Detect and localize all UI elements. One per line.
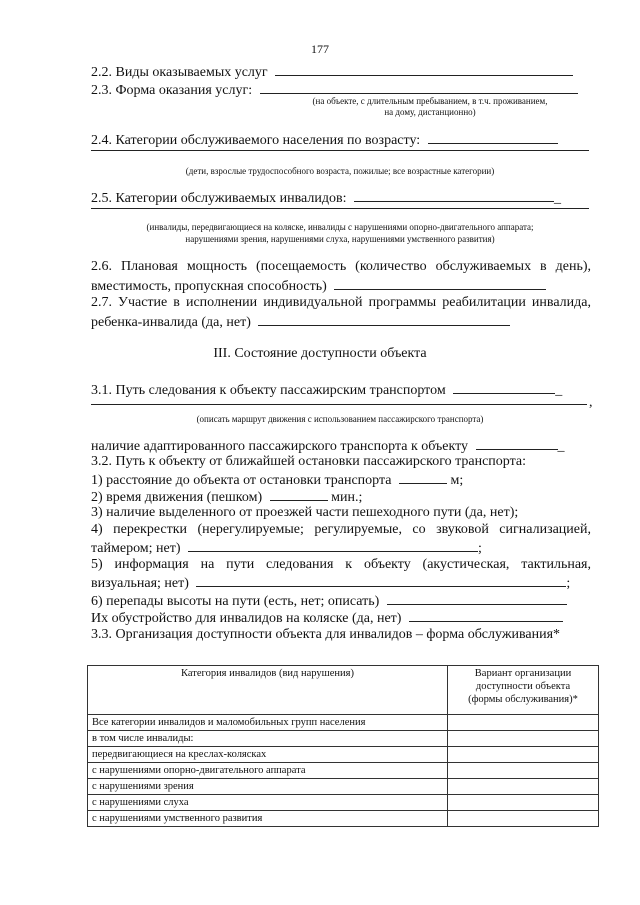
table-cell-variant[interactable] [448, 795, 599, 811]
transport-route-tail: _ [555, 383, 563, 398]
transport-route-field[interactable] [453, 380, 555, 394]
wheelchair-arrangement-line [91, 608, 563, 627]
capacity-line-1: 2.6. Плановая мощность (посещаемость (количество обслуживаемых в день), [91, 259, 591, 274]
disabled-categories-label: 2.5. Категории обслуживаемых инвалидов: [91, 191, 347, 206]
table-cell-category: Все категории инвалидов и маломобильных групп населения [88, 715, 448, 731]
table-header-row [88, 666, 599, 715]
transport-route-line [91, 380, 562, 399]
distance-unit: м; [450, 473, 464, 488]
disabled-categories-field[interactable] [354, 188, 554, 202]
table-cell-variant[interactable] [448, 715, 599, 731]
services-types-field[interactable] [275, 62, 573, 76]
table-cell-variant[interactable] [448, 731, 599, 747]
rehab-line-1: 2.7. Участие в исполнении индивидуальной программы реабилитации инвалида, [91, 295, 591, 310]
table-cell-category: с нарушениями зрения [88, 779, 448, 795]
page-number: 177 [311, 42, 329, 56]
age-categories-hint: (дети, взрослые трудоспособного возраста, пожилые; все возрастные категории) [185, 166, 495, 176]
disabled-categories-field-2[interactable] [91, 208, 589, 209]
table-cell-category: с нарушениями опорно-двигательного аппарата [88, 763, 448, 779]
table-cell-variant[interactable] [448, 763, 599, 779]
adapted-transport-tail: _ [557, 439, 565, 454]
section-3-title: III. Состояние доступности объекта [213, 346, 427, 361]
pedestrian-path-line: 3) наличие выделенного от проезжей части пешеходного пути (да, нет); [91, 505, 519, 520]
route-info-field[interactable] [196, 573, 566, 587]
height-drops-field[interactable] [387, 591, 567, 605]
table-row [88, 731, 599, 747]
wheelchair-arrangement-label: Их обустройство для инвалидов на коляске (да, нет) [91, 611, 402, 626]
table-header-variant-line-3: (формы обслуживания)* [468, 694, 578, 705]
table-row [88, 763, 599, 779]
route-info-end: ; [566, 576, 571, 591]
route-info-line-2 [91, 573, 570, 592]
services-types-line [91, 62, 573, 81]
disabled-categories-tail: _ [554, 191, 561, 206]
table-cell-category: в том числе инвалиды: [88, 731, 448, 747]
service-form-hint-1: (на объекте, с длительным пребыванием, в т.ч. проживанием, [312, 96, 548, 106]
crossings-end: ; [478, 541, 482, 556]
adapted-transport-label: наличие адаптированного пассажирского транспорта к объекту [91, 439, 469, 454]
age-categories-line [91, 130, 558, 149]
distance-label: 1) расстояние до объекта от остановки транспорта [91, 473, 392, 488]
table-row [88, 795, 599, 811]
table-header-variant-line-1: Вариант организации [474, 668, 572, 679]
path-from-stop-label: 3.2. Путь к объекту от ближайшей остановки пассажирского транспорта: [91, 454, 526, 469]
capacity-field[interactable] [334, 276, 546, 290]
table-cell-category: с нарушениями слуха [88, 795, 448, 811]
service-form-label: 2.3. Форма оказания услуг: [91, 83, 253, 98]
table-row [88, 779, 599, 795]
table-header-category: Категория инвалидов (вид нарушения) [88, 666, 448, 715]
capacity-line-2 [91, 276, 546, 295]
table-cell-variant[interactable] [448, 779, 599, 795]
route-info-line-1: 5) информация на пути следования к объекту (акустическая, тактильная, [91, 557, 591, 572]
adapted-transport-field[interactable] [476, 436, 558, 450]
walk-time-field[interactable] [270, 487, 328, 501]
rehab-field[interactable] [258, 312, 510, 326]
table-cell-category: передвигающиеся на креслах-колясках [88, 747, 448, 763]
service-form-hint-2: на дому, дистанционно) [384, 107, 476, 117]
disabled-categories-hint-1: (инвалиды, передвигающиеся на коляске, инвалиды с нарушениями опорно-двигательного аппарата; [146, 222, 534, 232]
age-categories-field-2[interactable] [91, 150, 589, 151]
walk-time-label: 2) время движения (пешком) [91, 490, 263, 505]
crossings-label: таймером; нет) [91, 541, 181, 556]
walk-time-unit: мин.; [331, 490, 363, 505]
height-drops-label: 6) перепады высоты на пути (есть, нет; описать) [91, 594, 380, 609]
table-row [88, 747, 599, 763]
transport-route-field-2[interactable] [91, 404, 587, 405]
table-cell-variant[interactable] [448, 811, 599, 827]
route-info-label: визуальная; нет) [91, 576, 189, 591]
transport-route-hint: (описать маршрут движения с использованием пассажирского транспорта) [196, 414, 484, 424]
wheelchair-arrangement-field[interactable] [409, 608, 563, 622]
table-cell-variant[interactable] [448, 747, 599, 763]
table-header-variant-line-2: доступности объекта [475, 681, 571, 692]
access-forms-table [87, 665, 599, 827]
rehab-line-2 [91, 312, 510, 331]
crossings-field[interactable] [188, 538, 478, 552]
crossings-line-1: 4) перекрестки (нерегулируемые; регулируемые, со звуковой сигнализацией, [91, 522, 591, 537]
distance-field[interactable] [399, 470, 447, 484]
services-types-label: 2.2. Виды оказываемых услуг [91, 65, 268, 80]
crossings-line-2 [91, 538, 482, 557]
table-header-variant [448, 666, 599, 715]
table-row [88, 715, 599, 731]
age-categories-label: 2.4. Категории обслуживаемого населения по возрасту: [91, 133, 421, 148]
transport-route-label: 3.1. Путь следования к объекту пассажирским транспортом [91, 383, 446, 398]
disabled-categories-hint-2: нарушениями зрения, нарушениями слуха, нарушениями умственного развития) [185, 234, 495, 244]
capacity-label: вместимость, пропускная способность) [91, 279, 327, 294]
disabled-categories-line [91, 188, 561, 207]
age-categories-field[interactable] [428, 130, 558, 144]
table-row [88, 811, 599, 827]
rehab-label: ребенка-инвалида (да, нет) [91, 315, 251, 330]
transport-route-end: , [589, 395, 593, 410]
access-organization-label: 3.3. Организация доступности объекта для инвалидов – форма обслуживания* [91, 627, 561, 642]
table-cell-category: с нарушениями умственного развития [88, 811, 448, 827]
service-form-field[interactable] [260, 80, 578, 94]
